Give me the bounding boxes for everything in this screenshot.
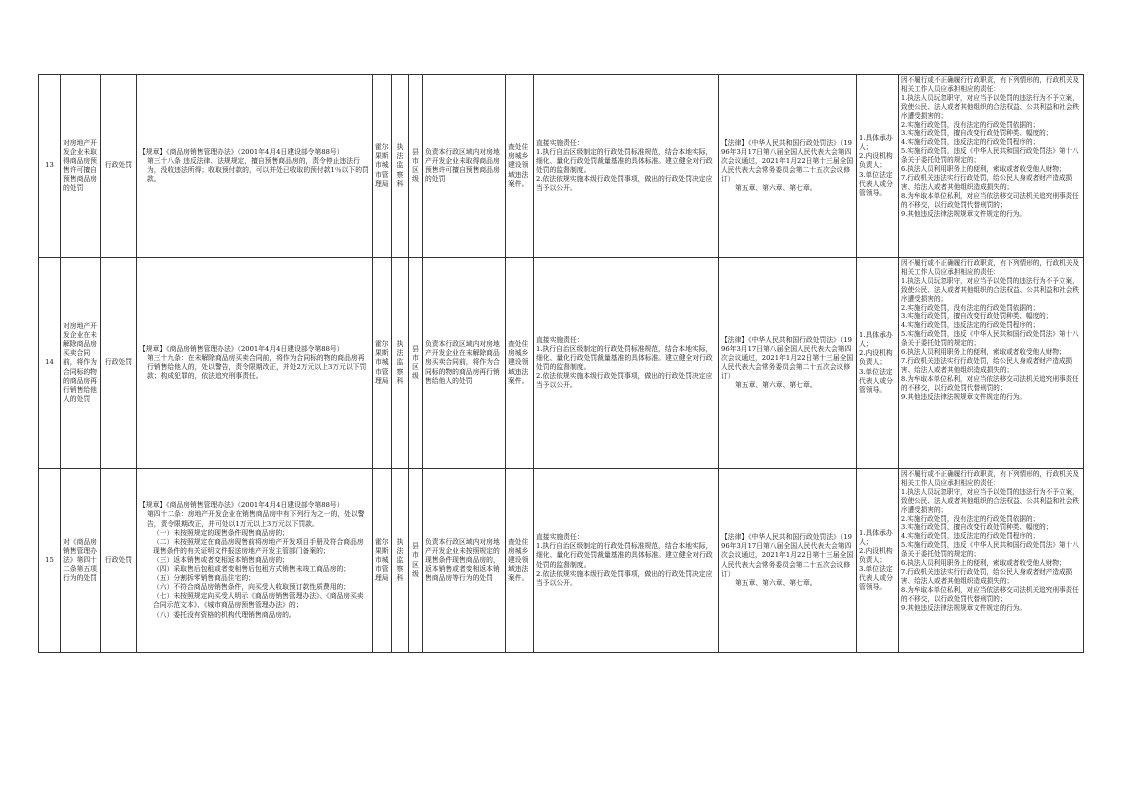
acct-line: 7.行政机关违法实行行政处罚，给公民人身或者财产造成损害、给法人或者其他组织造成损失的； <box>901 173 1073 191</box>
std-line: 2.依法依规实施本级行政处罚事项，做出的行政处罚决定应当予以公开。 <box>536 372 713 390</box>
responsibility-scope: 负责本行政区域内对房地产开发企业未按照规定的现售条件现售商品房的，返本销售或者变相返本销售商品房等行为的处罚 <box>423 469 506 653</box>
implementing-subject: 霍尔果斯市城市管理局 <box>373 258 392 469</box>
basis-line: （六）不符合商品房销售条件，向买受人收取预订款性质费用的； <box>153 583 351 592</box>
implementing-subject: 霍尔果斯市城市管理局 <box>373 75 392 258</box>
basis-line: 【规章】《商品房销售管理办法》（2001年4月4日建设部令第88号） <box>139 501 344 510</box>
person-line: 3.单位法定代表人或分管领导。 <box>859 367 893 394</box>
item-type: 行政处罚 <box>101 75 137 258</box>
accountability-cases <box>899 258 1084 469</box>
acct-line: 8.为牟取本单位私利，对应当依法移交司法机关追究刑事责任的不移交，以行政处罚代替刑罚的； <box>901 191 1079 209</box>
legal-basis <box>137 75 373 258</box>
responsible-persons <box>857 75 899 258</box>
std-line: 直接实施责任： <box>536 533 584 542</box>
person-line: 1.具体承办人； <box>859 331 893 349</box>
implementing-department: 执法监察科 <box>392 75 409 258</box>
std-line: 直接实施责任： <box>536 138 584 147</box>
implementing-subject: 霍尔果斯市城市管理局 <box>373 469 392 653</box>
law-line: 第五章、第六章、第七章。 <box>735 578 817 587</box>
accountability-cases <box>899 469 1084 653</box>
enforcement-note: 查处住房城乡建设领域违法案件。 <box>506 258 534 469</box>
acct-line: 3.实施行政处罚，擅自改变行政处罚种类、幅度的； <box>901 129 1053 138</box>
acct-line: 1.执法人员玩忽职守，对应当予以处罚的违法行为不予立案，致使公民、法人或者其他组织的合法权益、公共利益和社会秩序遭受损害的； <box>901 487 1080 514</box>
responsible-persons <box>857 258 899 469</box>
direct-responsibility <box>534 258 719 469</box>
acct-line: 3.实施行政处罚，擅自改变行政处罚种类、幅度的； <box>901 523 1053 532</box>
person-line: 2.内设机构负责人； <box>859 152 893 170</box>
acct-line: 因不履行或不正确履行行政职责，有下列情形的，行政机关及相关工作人员应承担相应的责任： <box>901 470 1080 487</box>
acct-line: 9.其他违反法律法规规章文件规定的行为。 <box>901 209 1026 218</box>
acct-line: 因不履行或不正确履行行政职责，有下列情形的，行政机关及相关工作人员应承担相应的责任： <box>901 259 1080 276</box>
acct-line: 6.执法人员利用职务上的便利，索取或者收受他人财物； <box>901 348 1066 357</box>
acct-line: 1.执法人员玩忽职守，对应当予以处罚的违法行为不予立案，致使公民、法人或者其他组织的合法权益、公共利益和社会秩序遭受损害的； <box>901 93 1080 120</box>
law-line: 第五章、第六章、第七章。 <box>735 381 817 390</box>
acct-line: 7.行政机关违法实行行政处罚，给公民人身或者财产造成损害、给法人或者其他组织造成损失的； <box>901 356 1073 374</box>
basis-line: （四）采取售后包租或者变相售后包租方式销售未竣工商品房的； <box>153 565 351 574</box>
acct-line: 4.实施行政处罚，违反法定的行政处罚程序的； <box>901 138 1040 147</box>
responsibility-table <box>38 74 1084 653</box>
item-name: 对《商品房销售管理办法》第四十二条第五项行为的处罚 <box>61 469 101 653</box>
implementing-level: 县市区级 <box>409 469 423 653</box>
basis-line: 第四十二条：房地产开发企业在销售商品房中有下列行为之一的，处以警告，责令限期改正，并可处以1万元以上3万元以下罚款。 <box>147 510 365 528</box>
std-line: 2.依法依规实施本级行政处罚事项，做出的行政处罚决定应当予以公开。 <box>536 569 713 587</box>
acct-line: 8.为牟取本单位私利，对应当依法移交司法机关追究刑事责任的不移交，以行政处罚代替刑罚的； <box>901 585 1079 603</box>
basis-line: 【规章】《商品房销售管理办法》（2001年4月4日建设部令第88号） <box>139 147 344 156</box>
std-line: 1.执行自治区级制定的行政处罚标准规范，结合本地实际，细化、量化行政处罚裁量基准的具体标准。建立健全对行政处罚的监督制度。 <box>536 542 713 569</box>
acct-line: 4.实施行政处罚，违反法定的行政处罚程序的； <box>901 321 1040 330</box>
std-line: 1.执行自治区级制定的行政处罚标准规范，结合本地实际，细化、量化行政处罚裁量基准的具体标准。建立健全对行政处罚的监督制度。 <box>536 147 713 174</box>
responsible-persons <box>857 469 899 653</box>
basis-line: （一）未按照规定的现售条件现售商品房的； <box>153 528 289 537</box>
basis-line: （八）委托没有资格的机构代理销售商品房的。 <box>153 610 296 619</box>
basis-line: （二）未按照规定在商品房现售前将房地产开发项目手册及符合商品房现售条件的有关证明文件报送房地产开发主管部门备案的； <box>153 537 364 555</box>
person-line: 1.具体承办人； <box>859 134 893 152</box>
law-line: 【法律】《中华人民共和国行政处罚法》（1996年3月17日第八届全国人民代表大会第四次会议通过，2021年1月22日第十三届全国人民代表大会常务委员会第二十五次会议修订） <box>721 533 854 578</box>
acct-line: 7.行政机关违法实行行政处罚，给公民人身或者财产造成损害、给法人或者其他组织造成损失的； <box>901 567 1073 585</box>
responsibility-scope: 负责本行政区域内对房地产开发企业在未解除商品房买卖合同前，将作为合同标的物的商品房再行销售给他人的处罚 <box>423 258 506 469</box>
legal-basis <box>137 258 373 469</box>
person-line: 3.单位法定代表人或分管领导。 <box>859 565 893 592</box>
basis-line: 第三十八条 违反法律、法规规定，擅自预售商品房的，责令停止违法行为，没收违法所得；收取预付款的，可以并处已收取的预付款1％以下的罚款。 <box>147 156 369 184</box>
acct-line: 3.实施行政处罚，擅自改变行政处罚种类、幅度的； <box>901 312 1053 321</box>
enforcement-note: 查处住房城乡建设领域违法案件。 <box>506 469 534 653</box>
std-line: 1.执行自治区级制定的行政处罚标准规范，结合本地实际，细化、量化行政处罚裁量基准的具体标准。建立健全对行政处罚的监督制度。 <box>536 344 713 371</box>
implementing-level: 县市区级 <box>409 75 423 258</box>
row-number: 15 <box>39 469 61 653</box>
item-name: 对房地产开发企业在未解除商品房买卖合同前，将作为合同标的物的商品房再行销售给他人的处罚 <box>61 258 101 469</box>
implementing-department: 执法监察科 <box>392 258 409 469</box>
law-line: 【法律】《中华人民共和国行政处罚法》（1996年3月17日第八届全国人民代表大会第四次会议通过，2021年1月22日第十三届全国人民代表大会常务委员会第二十五次会议修订） <box>721 335 854 381</box>
law-line: 第五章、第六章、第七章。 <box>735 184 817 193</box>
acct-line: 4.实施行政处罚，违反法定的行政处罚程序的； <box>901 532 1040 541</box>
acct-line: 6.执法人员利用职务上的便利，索取或者收受他人财物； <box>901 165 1066 174</box>
table-row <box>39 258 1084 469</box>
table-row <box>39 469 1084 653</box>
acct-line: 2.实施行政处罚，没有法定的行政处罚依据的； <box>901 303 1040 312</box>
basis-line: （三）返本销售或者变相返本销售商品房的； <box>153 555 289 564</box>
basis-line: 第三十九条：在未解除商品房买卖合同前，将作为合同标的物的商品房再行销售给他人的，处以警告，责令限期改正，并处2万元以上3万元以下罚款；构成犯罪的，依法追究刑事责任。 <box>147 353 367 381</box>
item-name: 对房地产开发企业未取得商品房预售许可擅自预售商品房的处罚 <box>61 75 101 258</box>
enforcement-note: 查处住房城乡建设领域违法案件。 <box>506 75 534 258</box>
basis-line: （七）未按照规定向买受人明示《商品房销售管理办法》、《商品房买卖合同示范文本》、《城市商品房预售管理办法》的； <box>153 592 364 610</box>
legal-basis <box>137 469 373 653</box>
acct-line: 8.为牟取本单位私利，对应当依法移交司法机关追究刑事责任的不移交，以行政处罚代替刑罚的； <box>901 374 1079 392</box>
law-basis <box>719 75 857 258</box>
std-line: 直接实施责任： <box>536 335 584 344</box>
acct-line: 9.其他违反法律法规规章文件规定的行为。 <box>901 603 1026 612</box>
direct-responsibility <box>534 75 719 258</box>
item-type: 行政处罚 <box>101 469 137 653</box>
acct-line: 9.其他违反法律法规规章文件规定的行为。 <box>901 392 1026 401</box>
acct-line: 5.实施行政处罚，违反《中华人民共和国行政处罚法》第十八条关于委托处罚的规定的； <box>901 147 1079 165</box>
direct-responsibility <box>534 469 719 653</box>
person-line: 2.内设机构负责人； <box>859 349 893 367</box>
acct-line: 2.实施行政处罚，没有法定的行政处罚依据的； <box>901 514 1040 523</box>
row-number: 13 <box>39 75 61 258</box>
implementing-level: 县市区级 <box>409 258 423 469</box>
table-row <box>39 75 1084 258</box>
person-line: 3.单位法定代表人或分管领导。 <box>859 170 893 197</box>
basis-line: 【规章】《商品房销售管理办法》（2001年4月4日建设部令第88号） <box>139 344 344 353</box>
person-line: 2.内设机构负责人； <box>859 546 893 564</box>
acct-line: 1.执法人员玩忽职守，对应当予以处罚的违法行为不予立案，致使公民、法人或者其他组织的合法权益、公共利益和社会秩序遭受损害的； <box>901 276 1080 303</box>
responsibility-scope: 负责本行政区域内对房地产开发企业未取得商品房预售许可擅自预售商品房的处罚 <box>423 75 506 258</box>
law-line: 【法律】《中华人民共和国行政处罚法》（1996年3月17日第八届全国人民代表大会第四次会议通过，2021年1月22日第十三届全国人民代表大会常务委员会第二十五次会议修订） <box>721 138 854 184</box>
accountability-cases <box>899 75 1084 258</box>
basis-line: （五）分割拆零销售商品住宅的； <box>153 574 255 583</box>
law-basis <box>719 469 857 653</box>
implementing-department: 执法监察科 <box>392 469 409 653</box>
acct-line: 6.执法人员利用职务上的便利，索取或者收受他人财物； <box>901 559 1066 568</box>
acct-line: 5.实施行政处罚，违反《中华人民共和国行政处罚法》第十八条关于委托处罚的规定的； <box>901 330 1079 348</box>
person-line: 1.具体承办人； <box>859 528 893 546</box>
law-basis <box>719 258 857 469</box>
acct-line: 2.实施行政处罚，没有法定的行政处罚依据的； <box>901 120 1040 129</box>
std-line: 2.依法依规实施本级行政处罚事项，做出的行政处罚决定应当予以公开。 <box>536 175 713 193</box>
row-number: 14 <box>39 258 61 469</box>
acct-line: 5.实施行政处罚，违反《中华人民共和国行政处罚法》第十八条关于委托处罚的规定的； <box>901 541 1079 559</box>
acct-line: 因不履行或不正确履行行政职责，有下列情形的，行政机关及相关工作人员应承担相应的责任： <box>901 76 1080 93</box>
item-type: 行政处罚 <box>101 258 137 469</box>
